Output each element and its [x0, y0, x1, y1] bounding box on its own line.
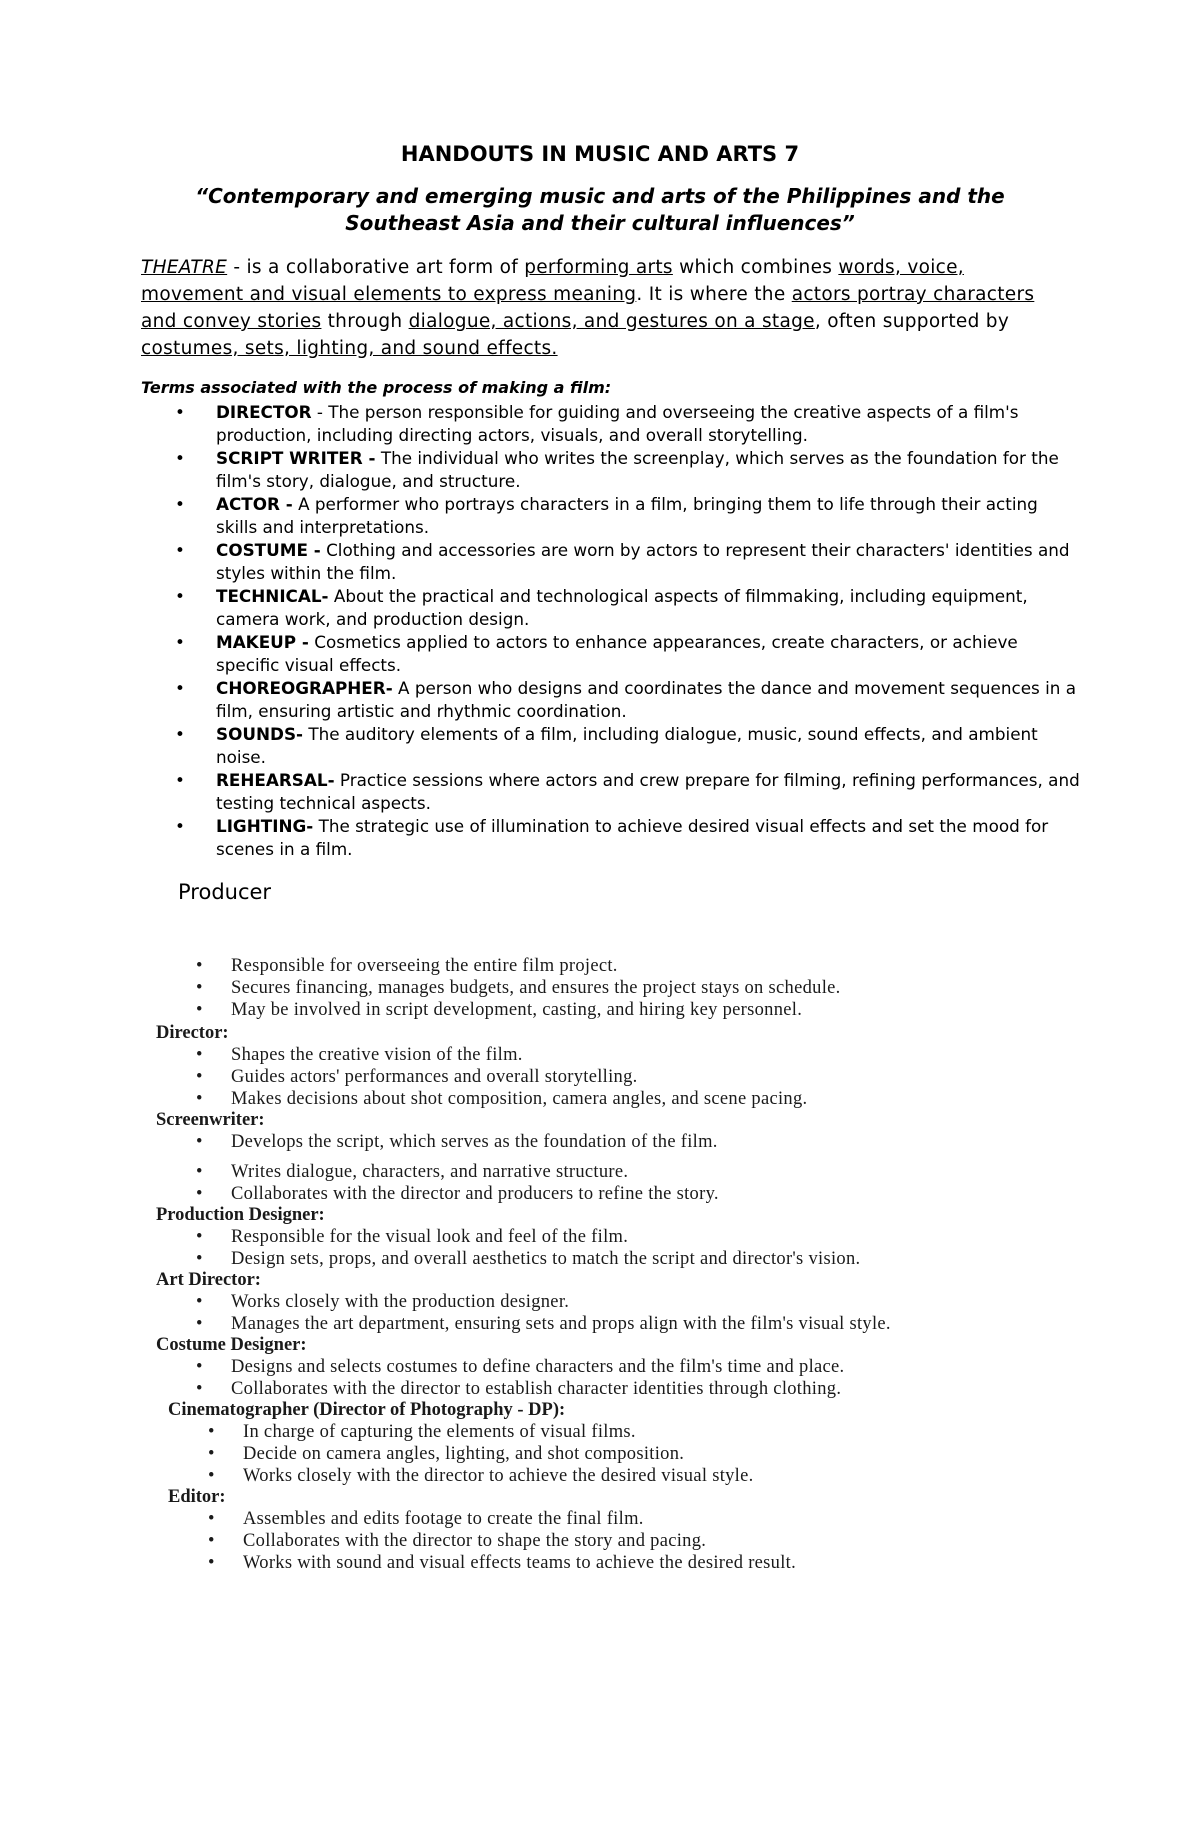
bullet-icon: •	[175, 816, 185, 836]
editor-list	[168, 1508, 1116, 1574]
term-description: Practice sessions where actors and crew prepare for filming, refining performances, and testing technical aspects.	[216, 770, 1080, 813]
term-description: The individual who writes the screenplay, which serves as the foundation for the film's story, dialogue, and structure.	[216, 448, 1059, 491]
definition-underlined: performing arts	[524, 257, 673, 278]
definition-text: . It is where the	[636, 284, 792, 305]
bullet-icon: •	[175, 678, 185, 698]
list-item	[156, 1248, 1116, 1270]
bullet-icon: •	[196, 1314, 203, 1334]
definition-text: through	[321, 311, 409, 332]
definition-underlined: actors portray characters and convey stories	[141, 284, 1035, 332]
item-text: Collaborates with the director to shape the story and pacing.	[243, 1531, 707, 1551]
list-item	[141, 493, 1081, 539]
bullet-icon: •	[196, 956, 203, 976]
bullet-icon: •	[208, 1466, 215, 1486]
screenwriter-list	[156, 1131, 1116, 1205]
list-item	[156, 1226, 1116, 1248]
bullet-icon: •	[175, 770, 185, 790]
bullet-icon: •	[175, 632, 185, 652]
term-description: Clothing and accessories are worn by actors to represent their characters' identities and styles within the film.	[216, 540, 1070, 583]
list-item	[141, 401, 1081, 447]
item-text: Writes dialogue, characters, and narrative structure.	[231, 1162, 629, 1182]
list-item	[168, 1443, 1116, 1465]
term-description: A person who designs and coordinates the dance and movement sequences in a film, ensuring artistic and rhythmic coordination.	[216, 678, 1077, 721]
definition-text: which combines	[672, 257, 839, 278]
list-item	[141, 447, 1081, 493]
term-name: TECHNICAL-	[216, 586, 329, 606]
bullet-icon: •	[208, 1509, 215, 1529]
item-text: Secures financing, manages budgets, and ensures the project stays on schedule.	[231, 978, 841, 998]
definition-text: - is a collaborative art form of	[227, 257, 525, 278]
term-name: ACTOR -	[216, 494, 293, 514]
item-text: Makes decisions about shot composition, camera angles, and scene pacing.	[231, 1089, 808, 1109]
role-heading-director: Director:	[156, 1023, 229, 1043]
indented-roles	[156, 1400, 1116, 1574]
theatre-term: THEATRE	[141, 257, 228, 278]
item-text: Assembles and edits footage to create the final film.	[243, 1509, 644, 1529]
bullet-icon: •	[196, 1249, 203, 1269]
list-item	[156, 1356, 1116, 1378]
term-name: SCRIPT WRITER -	[216, 448, 376, 468]
list-item	[156, 1313, 1116, 1335]
cinematographer-list	[168, 1421, 1116, 1487]
bullet-icon: •	[175, 586, 185, 606]
item-text: In charge of capturing the elements of visual films.	[243, 1422, 636, 1442]
list-item	[156, 1161, 1116, 1183]
subtitle-line: Southeast Asia and their cultural influences”	[345, 211, 855, 235]
list-item	[156, 1131, 1116, 1153]
bullet-icon: •	[196, 1162, 203, 1182]
term-name: REHEARSAL-	[216, 770, 335, 790]
film-roles-section	[156, 955, 1116, 1574]
item-text: Works closely with the director to achieve the desired visual style.	[243, 1466, 754, 1486]
list-item	[141, 631, 1081, 677]
list-item	[141, 815, 1081, 861]
subtitle-line: “Contemporary and emerging music and arts of the Philippines and the	[195, 184, 1005, 208]
item-text: Develops the script, which serves as the foundation of the film.	[231, 1132, 718, 1152]
list-item	[168, 1421, 1116, 1443]
role-heading-screenwriter: Screenwriter:	[156, 1110, 265, 1130]
list-item	[168, 1508, 1116, 1530]
bullet-icon: •	[196, 1045, 203, 1065]
item-text: Collaborates with the director and producers to refine the story.	[231, 1184, 719, 1204]
term-name: COSTUME -	[216, 540, 321, 560]
item-text: Works with sound and visual effects teams to achieve the desired result.	[243, 1553, 797, 1573]
role-heading-production-designer: Production Designer:	[156, 1205, 325, 1225]
term-separator: -	[311, 402, 329, 422]
list-item	[168, 1465, 1116, 1487]
costume-designer-list	[156, 1356, 1116, 1400]
item-text: Works closely with the production designer.	[231, 1292, 570, 1312]
list-item	[141, 539, 1081, 585]
list-item	[141, 677, 1081, 723]
bullet-icon: •	[196, 1227, 203, 1247]
role-heading-cinematographer: Cinematographer (Director of Photography - DP):	[168, 1400, 566, 1420]
page-subtitle	[0, 183, 1200, 237]
item-text: Shapes the creative vision of the film.	[231, 1045, 523, 1065]
term-description: The strategic use of illumination to achieve desired visual effects and set the mood for scenes in a film.	[216, 816, 1049, 859]
bullet-icon: •	[208, 1531, 215, 1551]
list-item	[156, 1378, 1116, 1400]
list-item	[168, 1530, 1116, 1552]
bullet-icon: •	[175, 724, 185, 744]
item-text: Guides actors' performances and overall storytelling.	[231, 1067, 638, 1087]
term-name: SOUNDS-	[216, 724, 304, 744]
list-item	[156, 1291, 1116, 1313]
definition-underlined: dialogue, actions, and gestures on a stage	[408, 311, 815, 332]
director-list	[156, 1044, 1116, 1110]
term-name: DIRECTOR	[216, 402, 312, 422]
bullet-icon: •	[196, 1067, 203, 1087]
bullet-icon: •	[196, 1184, 203, 1204]
list-item	[156, 1183, 1116, 1205]
bullet-icon: •	[196, 1089, 203, 1109]
list-item	[156, 999, 1116, 1021]
term-name: LIGHTING-	[216, 816, 314, 836]
item-text: Responsible for overseeing the entire film project.	[231, 956, 618, 976]
bullet-icon: •	[208, 1422, 215, 1442]
art-director-list	[156, 1291, 1116, 1335]
definition-underlined: words, voice, movement and visual elements to express meaning	[141, 257, 964, 305]
bullet-icon: •	[196, 978, 203, 998]
production-designer-list	[156, 1226, 1116, 1270]
term-name: MAKEUP -	[216, 632, 309, 652]
role-heading-art-director: Art Director:	[156, 1270, 261, 1290]
theatre-definition	[141, 254, 1061, 362]
bullet-icon: •	[175, 494, 185, 514]
term-description: The auditory elements of a film, including dialogue, music, sound effects, and ambient noise.	[216, 724, 1038, 767]
bullet-icon: •	[196, 1379, 203, 1399]
term-description: About the practical and technological aspects of filmmaking, including equipment, camera work, and production design.	[216, 586, 1028, 629]
page-title: HANDOUTS IN MUSIC AND ARTS 7	[400, 142, 800, 166]
terms-heading: Terms associated with the process of making a film:	[141, 378, 612, 397]
bullet-icon: •	[196, 1132, 203, 1152]
role-heading-editor: Editor:	[168, 1487, 226, 1507]
item-text: Collaborates with the director to establish character identities through clothing.	[231, 1379, 842, 1399]
role-heading-costume-designer: Costume Designer:	[156, 1335, 307, 1355]
bullet-icon: •	[175, 540, 185, 560]
list-item	[141, 585, 1081, 631]
bullet-icon: •	[175, 448, 185, 468]
item-text: Manages the art department, ensuring sets and props align with the film's visual style.	[231, 1314, 891, 1334]
list-item	[156, 1088, 1116, 1110]
bullet-icon: •	[175, 402, 185, 422]
item-text: Designs and selects costumes to define characters and the film's time and place.	[231, 1357, 845, 1377]
list-item	[156, 1066, 1116, 1088]
bullet-icon: •	[208, 1444, 215, 1464]
item-text: Responsible for the visual look and feel of the film.	[231, 1227, 629, 1247]
producer-list	[156, 955, 1116, 1021]
bullet-icon: •	[196, 1357, 203, 1377]
term-description: The person responsible for guiding and overseeing the creative aspects of a film's production, including directing actors, visuals, and overall storytelling.	[216, 402, 1019, 445]
item-text: Decide on camera angles, lighting, and shot composition.	[243, 1444, 685, 1464]
bullet-icon: •	[196, 1000, 203, 1020]
bullet-icon: •	[196, 1292, 203, 1312]
item-text: Design sets, props, and overall aesthetics to match the script and director's vision.	[231, 1249, 861, 1269]
list-item	[156, 955, 1116, 977]
list-item	[141, 769, 1081, 815]
definition-underlined: costumes, sets, lighting, and sound effects.	[141, 338, 558, 359]
list-item	[141, 723, 1081, 769]
bullet-icon: •	[208, 1553, 215, 1573]
list-item	[168, 1552, 1116, 1574]
term-description: Cosmetics applied to actors to enhance appearances, create characters, or achieve specific visual effects.	[216, 632, 1018, 675]
producer-heading: Producer	[178, 880, 272, 904]
list-item	[156, 977, 1116, 999]
item-text: May be involved in script development, casting, and hiring key personnel.	[231, 1000, 803, 1020]
term-name: CHOREOGRAPHER-	[216, 678, 393, 698]
terms-list	[141, 401, 1081, 861]
term-description: A performer who portrays characters in a film, bringing them to life through their acting skills and interpretations.	[216, 494, 1038, 537]
list-item	[156, 1044, 1116, 1066]
definition-text: , often supported by	[814, 311, 1010, 332]
